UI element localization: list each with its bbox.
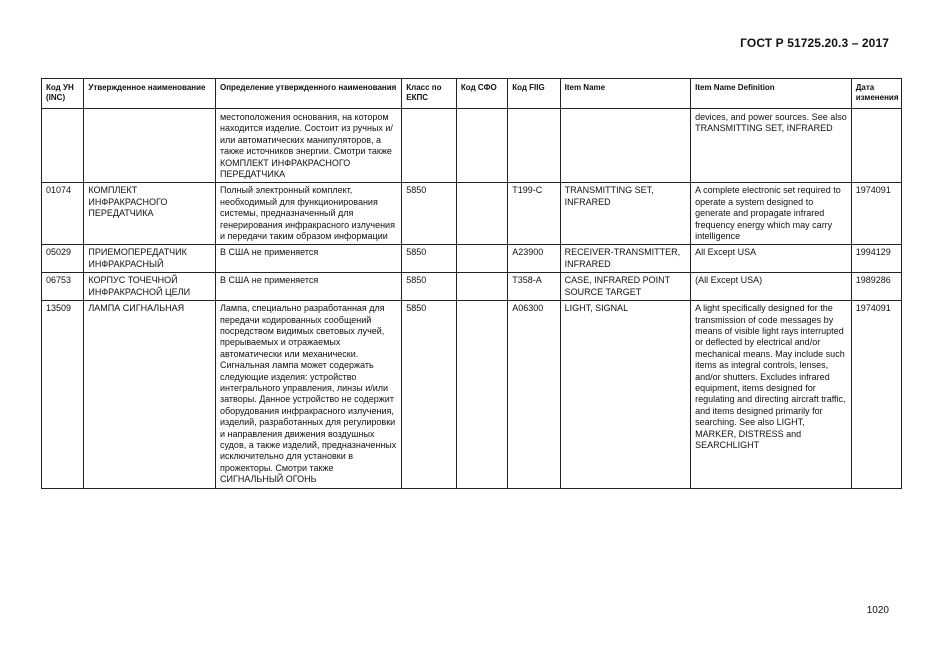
header-item-name-definition: Item Name Definition xyxy=(691,79,852,109)
cell-ekps-class: 5850 xyxy=(402,245,457,273)
table-row xyxy=(42,245,902,273)
table-row xyxy=(42,183,902,245)
cell-sfo-code xyxy=(456,245,507,273)
cell-inc-code: 01074 xyxy=(42,183,84,245)
header-fiig-code: Код FIIG xyxy=(508,79,560,109)
cell-item-name: TRANSMITTING SET, INFRARED xyxy=(560,183,691,245)
cell-item-name: CASE, INFRARED POINT SOURCE TARGET xyxy=(560,273,691,301)
table-row xyxy=(42,109,902,183)
cell-inc-code xyxy=(42,109,84,183)
cell-ekps-class: 5850 xyxy=(402,273,457,301)
cell-approved-name-definition: местоположения основания, на котором находится изделие. Состоит из ручных и/или автоматических манипуляторов, а также источников энергии. Смотри также КОМПЛЕКТ ИНФРАКРАСНОГО ПЕРЕДАТЧИКА xyxy=(215,109,401,183)
cell-change-date: 1974091 xyxy=(851,183,901,245)
cell-fiig-code: A06300 xyxy=(508,301,560,489)
cell-inc-code: 13509 xyxy=(42,301,84,489)
nomenclature-table xyxy=(41,78,902,489)
header-sfo-code: Код СФО xyxy=(456,79,507,109)
cell-inc-code: 06753 xyxy=(42,273,84,301)
cell-inc-code: 05029 xyxy=(42,245,84,273)
cell-item-name-definition: (All Except USA) xyxy=(691,273,852,301)
page-number: 1020 xyxy=(866,605,889,616)
cell-approved-name-definition: В США не применяется xyxy=(215,273,401,301)
header-ekps-class: Класс по ЕКПС xyxy=(402,79,457,109)
cell-approved-name: ЛАМПА СИГНАЛЬНАЯ xyxy=(84,301,216,489)
cell-item-name-definition: All Except USA xyxy=(691,245,852,273)
cell-ekps-class: 5850 xyxy=(402,301,457,489)
cell-change-date xyxy=(851,109,901,183)
cell-approved-name: КОРПУС ТОЧЕЧНОЙ ИНФРАКРАСНОЙ ЦЕЛИ xyxy=(84,273,216,301)
cell-item-name: LIGHT, SIGNAL xyxy=(560,301,691,489)
cell-fiig-code: A23900 xyxy=(508,245,560,273)
cell-approved-name: КОМПЛЕКТ ИНФРАКРАСНОГО ПЕРЕДАТЧИКА xyxy=(84,183,216,245)
table-header-row xyxy=(42,79,902,109)
cell-item-name: RECEIVER-TRANSMITTER, INFRARED xyxy=(560,245,691,273)
document-standard-number: ГОСТ Р 51725.20.3 – 2017 xyxy=(740,36,889,50)
cell-item-name-definition: A complete electronic set required to operate a system designed to generate and propagate infrared frequency energy which may carry intelligence xyxy=(691,183,852,245)
cell-sfo-code xyxy=(456,273,507,301)
cell-ekps-class: 5850 xyxy=(402,183,457,245)
cell-approved-name: ПРИЕМОПЕРЕДАТЧИК ИНФРАКРАСНЫЙ xyxy=(84,245,216,273)
cell-item-name-definition: A light specifically designed for the transmission of code messages by means of visible light rays interrupted or deflected by electrical and/or mechanical means. May include such items as integral controls, lenses, and/or shutters. Excludes infrared equipment, items designed for regulating and directing aircraft traffic, and items designed primarily for searching. See also LIGHT, MARKER, DISTRESS and SEARCHLIGHT xyxy=(691,301,852,489)
cell-change-date: 1989286 xyxy=(851,273,901,301)
header-item-name: Item Name xyxy=(560,79,691,109)
table-row xyxy=(42,273,902,301)
cell-fiig-code: T358-A xyxy=(508,273,560,301)
header-change-date: Дата изменения xyxy=(851,79,901,109)
cell-sfo-code xyxy=(456,301,507,489)
cell-approved-name-definition: Полный электронный комплект, необходимый для функционирования системы, предназначенный для генерирования инфракрасного излучения и передачи таким образом информации xyxy=(215,183,401,245)
cell-fiig-code xyxy=(508,109,560,183)
header-approved-name-definition: Определение утвержденного наименования xyxy=(215,79,401,109)
header-approved-name: Утвержденное наименование xyxy=(84,79,216,109)
cell-ekps-class xyxy=(402,109,457,183)
cell-approved-name xyxy=(84,109,216,183)
cell-sfo-code xyxy=(456,183,507,245)
cell-item-name xyxy=(560,109,691,183)
cell-item-name-definition: devices, and power sources. See also TRANSMITTING SET, INFRARED xyxy=(691,109,852,183)
cell-change-date: 1994129 xyxy=(851,245,901,273)
cell-change-date: 1974091 xyxy=(851,301,901,489)
header-inc-code: Код УН (INC) xyxy=(42,79,84,109)
cell-sfo-code xyxy=(456,109,507,183)
cell-approved-name-definition: В США не применяется xyxy=(215,245,401,273)
cell-approved-name-definition: Лампа, специально разработанная для передачи кодированных сообщений посредством видимых световых лучей, прерываемых и отражаемых автоматически или механически. Сигнальная лампа может содержать следующие изделия: устройство интегрального управления, линзы и/или затворы. Данное устройство не содержит оборудования инфракрасного излучения, изделий, разработанных для регулировки и направления движения воздушных судов, а также изделий, предназначенных исключительно для установки в прожекторы. Смотри также СИГНАЛЬНЫЙ ОГОНЬ xyxy=(215,301,401,489)
cell-fiig-code: T199-C xyxy=(508,183,560,245)
table-row xyxy=(42,301,902,489)
